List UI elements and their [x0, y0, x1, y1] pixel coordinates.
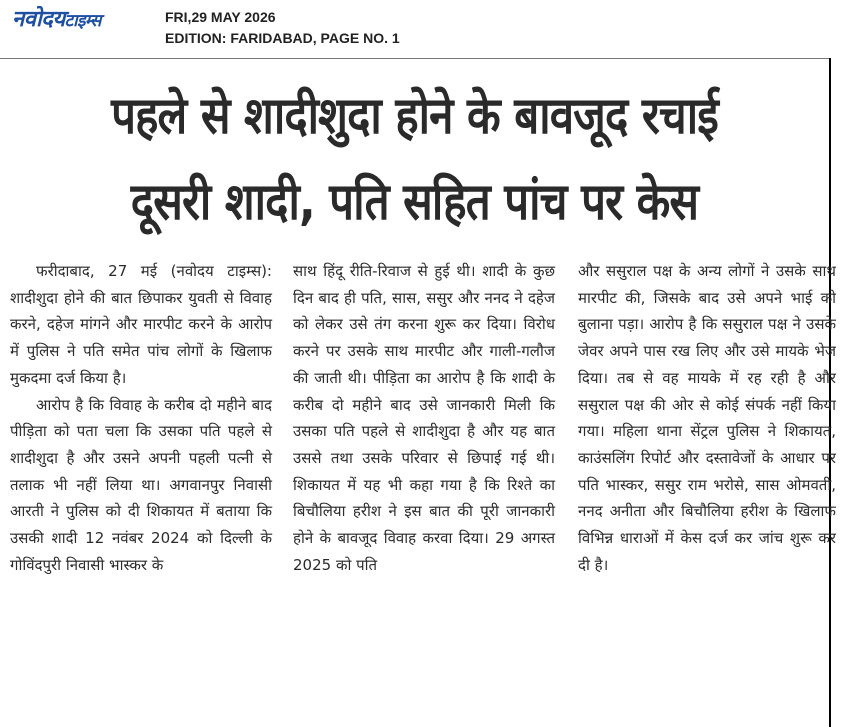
headline-line-2: दूसरी शादी, पति सहित पांच पर केस	[130, 173, 699, 232]
edition-line: EDITION: FARIDABAD, PAGE NO. 1	[165, 30, 400, 46]
logo-sub-text: टाइम्स	[64, 11, 101, 31]
logo-main-text: नवोदय	[12, 7, 65, 32]
newspaper-logo[interactable]	[12, 8, 101, 33]
header-divider	[0, 58, 830, 59]
edition-info	[165, 7, 400, 49]
column-3-text: और ससुराल पक्ष के अन्य लोगों ने उसके साथ मारपीट की, जिसके बाद उसे अपने भाई को बुलाना पड़ा। आरोप है कि ससुराल पक्ष ने उसके जेवर अपने पास रख लिए और उसे मायके भेज दिया। तब से वह मायके में रह रही है और ससुराल पक्ष की ओर से कोई संपर्क नहीं किया गया। महिला थाना सेंट्रल पुलिस ने शिकायत, काउंसलिंग रिपोर्ट और दस्तावेजों के आधार पर पति भास्कर, ससुर राम भरोसे, सास ओमवती, ननद अनीता और बिचौलिया हरीश के खिलाफ विभिन्न धाराओं में केस दर्ज कर जांच शुरू कर दी है।	[578, 262, 836, 574]
article-headline	[58, 74, 771, 246]
date-line: FRI,29 MAY 2026	[165, 9, 276, 25]
article-column-1	[10, 258, 272, 578]
column-2-text: साथ हिंदू रीति-रिवाज से हुई थी। शादी के कुछ दिन बाद ही पति, सास, ससुर और ननद ने दहेज को लेकर उसे तंग करना शुरू कर दिया। विरोध करने पर उसके साथ मारपीट और गाली-गलौज की जाती थी। पीड़िता का आरोप है कि शादी के करीब दो महीने बाद उसे जानकारी मिली कि उसका पति पहले से शादीशुदा है और यह बात उससे तथा उसके परिवार से छिपाई गई थी। शिकायत में यह भी कहा गया है कि रिश्ते का बिचौलिया हरीश ने इस बात की पूरी जानकारी होने के बावजूद विवाह करवा दिया। 29 अगस्त 2025 को पति	[293, 262, 555, 574]
column-1-paragraph-2: आरोप है कि विवाह के करीब दो महीने बाद पीड़िता को पता चला कि उसका पति पहले से शादीशुदा है और उसने अपनी पहली पत्नी से तलाक भी नहीं लिया था। अगवानपुर निवासी आरती ने पुलिस को दी शिकायत में बताया कि उसकी शादी 12 नवंबर 2024 को दिल्ली के गोविंदपुरी निवासी भास्कर के	[10, 395, 272, 574]
column-1-paragraph-1: फरीदाबाद, 27 मई (नवोदय टाइम्स): शादीशुदा होने की बात छिपाकर युवती से विवाह करने, दहेज मांगने और मारपीट करने के आरोप में पुलिस ने पति समेत पांच लोगों के खिलाफ मुकदमा दर्ज किया है।	[10, 262, 272, 387]
article-column-2	[293, 258, 555, 578]
article-column-3	[578, 258, 836, 718]
page-header	[0, 0, 859, 58]
headline-line-1: पहले से शादीशुदा होने के बावजूद रचाई	[111, 87, 718, 146]
